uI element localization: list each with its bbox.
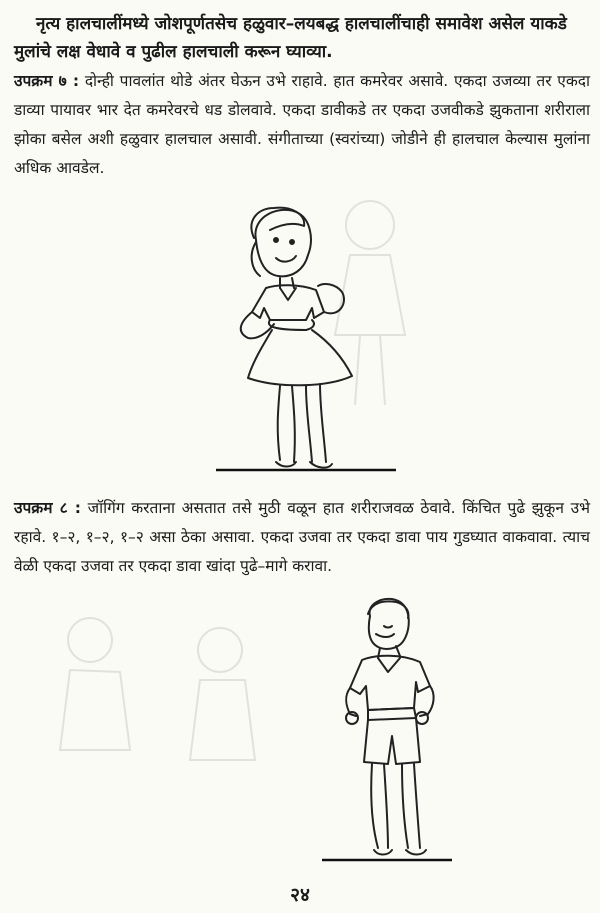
page-number: २४ bbox=[290, 884, 310, 906]
activity-8-text: जॉगिंग करताना असतात तसे मुठी वळून हात शरीराजवळ ठेवावे. किंचित पुढे झुकून उभे रहावे. १–२, १–२, १–२ असा ठेका असावा. एकदा उजवा तर एकदा डावा पाय गुडघ्यात वाकवावा. त्याच वेळी एकदा उजवा तर एकदा डावा खांदा पुढे–मागे करावा. bbox=[14, 499, 590, 575]
activity-8-label: उपक्रम ८ : bbox=[14, 499, 81, 517]
girl-hands-on-hips-illustration bbox=[196, 200, 396, 480]
activity-7-paragraph bbox=[14, 67, 590, 183]
activity-7-label: उपक्रम ७ : bbox=[14, 72, 80, 90]
show-through-figures bbox=[40, 610, 280, 830]
boy-jogging-stance-illustration bbox=[322, 596, 452, 866]
intro-paragraph: नृत्य हालचालींमध्ये जोशपूर्णतसेच हळुवार–लयबद्ध हालचालींचाही समावेश असेल याकडे मुलांचे लक्ष वेधावे व पुढील हालचाली करून घ्याव्या. bbox=[14, 14, 567, 62]
activity-8-paragraph bbox=[14, 494, 590, 581]
activity-7-text: दोन्ही पावलांत थोडे अंतर घेऊन उभे राहावे. हात कमरेवर असावे. एकदा उजव्या तर एकदा डाव्या पायावर भार देत कमरेवरचे धड डोलवावे. एकदा डावीकडे तर एकदा उजवीकडे झुकताना शरीराला झोका बसेल अशी हळुवार हालचाल असावी. संगीताच्या (स्वरांच्या) जोडीने ही हालचाल केल्यास मुलांना अधिक आवडेल. bbox=[14, 72, 590, 177]
